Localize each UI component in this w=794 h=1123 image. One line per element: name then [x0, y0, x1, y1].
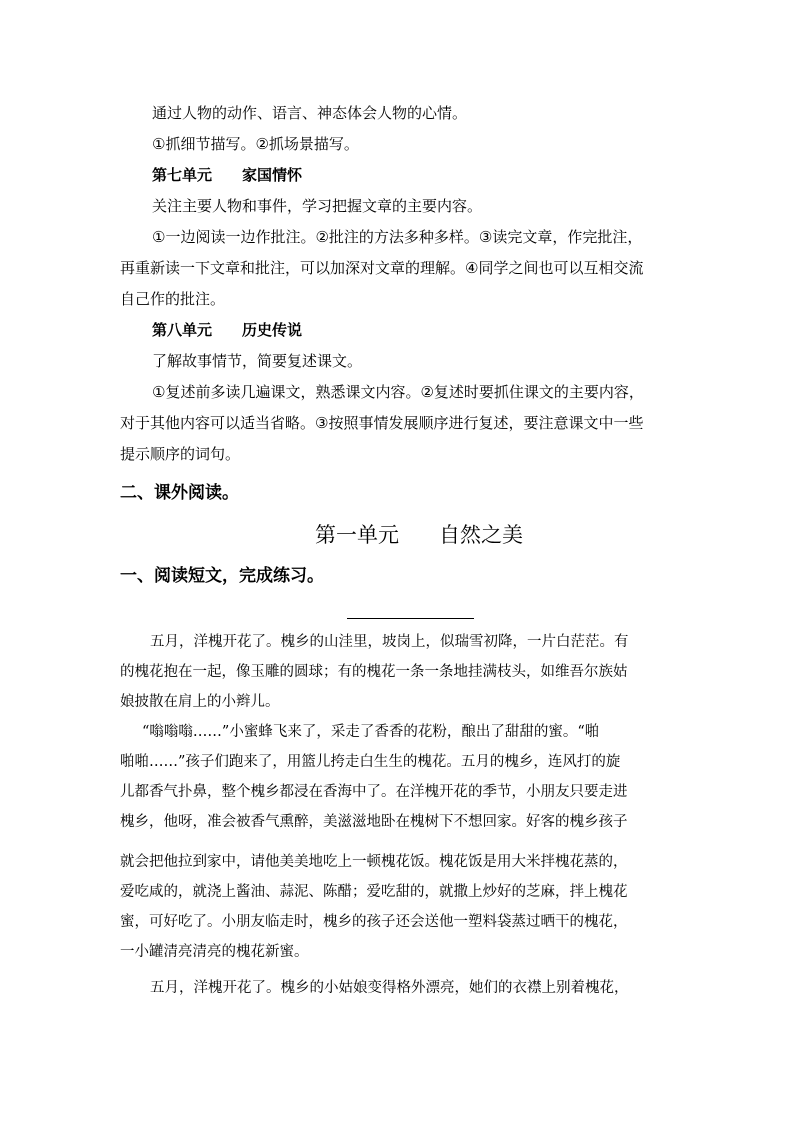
question-title: 一、阅读短文，完成练习。: [120, 566, 324, 586]
passage-line-10: 蜜，可好吃了。小朋友临走时，槐乡的孩子还会送他一塑料袋蒸过晒干的槐花，: [120, 914, 628, 930]
guide-line-9: 了解故事情节，简要复述课文。: [152, 352, 363, 370]
passage-line-3: 娘披散在肩上的小辫儿。: [120, 694, 280, 710]
unit8-label: 第八单元: [152, 321, 213, 339]
guide-line-5: ①一边阅读一边作批注。②批注的方法多种多样。③读完文章，作完批注，: [152, 228, 643, 246]
passage-line-8: 就会把他拉到家中，请他美美地吃上一顿槐花饭。槐花饭是用大米拌槐花蒸的，: [120, 854, 628, 870]
guide-line-6: 再重新读一下文章和批注，可以加深对文章的理解。④同学之间也可以互相交流: [120, 259, 644, 277]
guide-line-10: ①复述前多读几遍课文，熟悉课文内容。②复述时要抓住课文的主要内容，: [152, 383, 644, 401]
guide-line-12: 提示顺序的词句。: [120, 445, 241, 463]
unit8-heading: [152, 320, 302, 340]
section2-title: 二、课外阅读。: [120, 483, 239, 503]
passage-line-2: 的槐花抱在一起，像玉雕的圆球；有的槐花一条一条地挂满枝头，如维吾尔族姑: [120, 664, 628, 680]
unit1-label: 第一单元: [315, 523, 399, 547]
guide-line-1: 通过人物的动作、语言、神态体会人物的心情。: [152, 104, 468, 122]
guide-line-11: 对于其他内容可以适当省略。③按照事情发展顺序进行复述，要注意课文中一些: [120, 414, 644, 432]
passage-line-11: 一小罐清亮清亮的槐花新蜜。: [120, 944, 309, 960]
passage-line-5: 啪啪……”孩子们跑来了，用篮儿挎走白生生的槐花。五月的槐乡，连风打的旋: [120, 754, 621, 770]
unit1-title: [22, 521, 794, 549]
passage-line-6: 儿都香气扑鼻，整个槐乡都浸在香海中了。在洋槐开花的季节，小朋友只要走进: [120, 784, 628, 800]
unit8-theme: 历史传说: [242, 321, 303, 339]
unit7-heading: [152, 165, 302, 185]
guide-line-2: ①抓细节描写。②抓场景描写。: [152, 135, 359, 153]
unit7-label: 第七单元: [152, 166, 213, 184]
unit7-theme: 家国情怀: [242, 166, 303, 184]
guide-line-7: 自己作的批注。: [120, 290, 226, 308]
guide-line-4: 关注主要人物和事件，学习把握文章的主要内容。: [152, 197, 483, 215]
passage-line-9: 爱吃咸的，就浇上酱油、蒜泥、陈醋；爱吃甜的，就撒上炒好的芝麻，拌上槐花: [120, 884, 628, 900]
passage-line-7: 槐乡，他呀，准会被香气熏醉，美滋滋地卧在槐树下不想回家。好客的槐乡孩子: [120, 814, 628, 830]
passage-line-4: “嗡嗡嗡……”小蜜蜂飞来了，采走了香香的花粉，酿出了甜甜的蜜。“啪: [142, 724, 600, 740]
passage-title-blank: [347, 618, 474, 619]
passage-line-1: 五月，洋槐开花了。槐乡的山洼里，坡岗上，似瑞雪初降，一片白茫茫。有: [150, 634, 629, 650]
passage-line-12: 五月，洋槐开花了。槐乡的小姑娘变得格外漂亮，她们的衣襟上别着槐花，: [150, 980, 629, 996]
unit1-theme: 自然之美: [439, 523, 523, 547]
